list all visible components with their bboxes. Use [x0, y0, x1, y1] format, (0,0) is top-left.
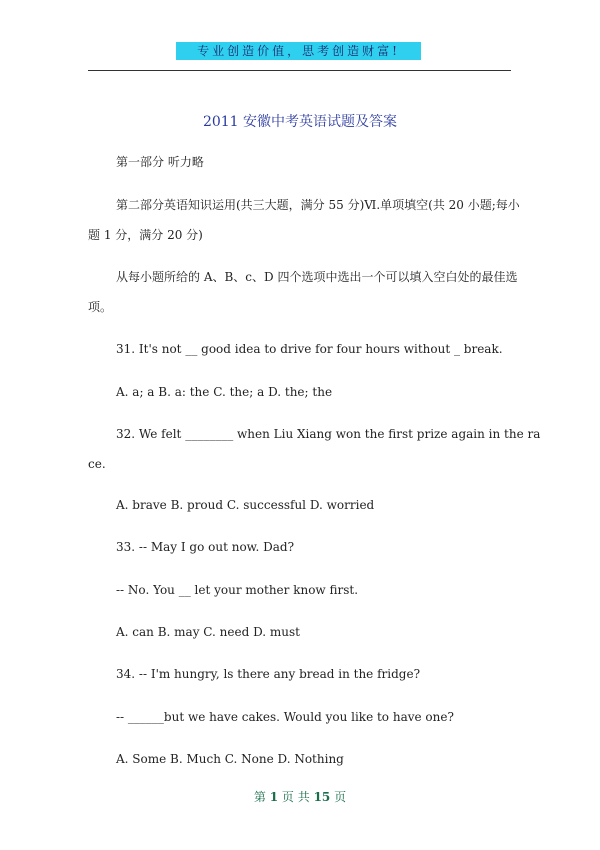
footer-mid: 页 共: [281, 790, 310, 804]
question-33: 33. -- May I go out now. Dad?: [116, 540, 295, 554]
document-title: 2011 安徽中考英语试题及答案: [202, 114, 398, 130]
paragraph-line: 题 1 分，满分 20 分): [88, 228, 203, 242]
header-banner: 专业创造价值，思考创造财富!: [176, 42, 421, 60]
question-34-reply: -- ______but we have cakes. Would you like to have one?: [116, 710, 454, 724]
question-31: 31. It's not __ good idea to drive for four hours without _ break.: [116, 342, 503, 356]
options-32: A. brave B. proud C. successful D. worried: [116, 498, 375, 512]
options-33: A. can B. may C. need D. must: [116, 625, 301, 639]
paragraph-line: 项。: [88, 300, 113, 314]
question-32-cont: ce.: [88, 457, 106, 471]
paragraph-line: 第二部分英语知识运用(共三大题，满分 55 分)Ⅵ.单项填空(共 20 小题;每小: [116, 198, 520, 212]
page-footer: [0, 788, 600, 805]
section-heading: 第一部分 听力略: [116, 155, 204, 169]
footer-page-total: 15: [313, 790, 331, 804]
footer-pre: 第: [253, 790, 266, 804]
paragraph-line: 从每小题所给的 A、B、c、D 四个选项中选出一个可以填入空白处的最佳选: [116, 270, 518, 284]
footer-page-current: 1: [269, 790, 279, 804]
options-31: A. a; a B. a: the C. the; a D. the; the: [116, 385, 333, 399]
options-34: A. Some B. Much C. None D. Nothing: [116, 752, 344, 766]
question-34: 34. -- I'm hungry, ls there any bread in the fridge?: [116, 667, 420, 681]
header-divider: [88, 70, 511, 71]
question-33-reply: -- No. You __ let your mother know first.: [116, 583, 359, 597]
question-32: 32. We felt ________ when Liu Xiang won the first prize again in the ra: [116, 427, 541, 441]
footer-post: 页: [334, 790, 347, 804]
